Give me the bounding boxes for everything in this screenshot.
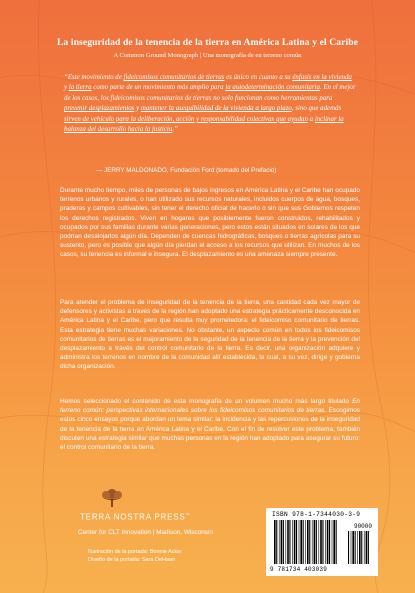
cover-design-credit: Diseño de la portada: Sara DeHaan [88, 557, 176, 563]
price-code: 90000 [353, 523, 372, 530]
price-barcode-bars [348, 531, 372, 564]
publisher-location: Center for CLT Innovation | Madison, Wisconsin [78, 529, 213, 536]
quote-attribution: — JERRY MALDONADO, Fundación Ford (tomado del Prefacio) [96, 167, 277, 174]
description-paragraph-3: Hemos seleccionado el contenido de esta monografía de un volumen mucho más largo titulado En terreno común: perspectivas internacionales sobre los fideicomisos comunitarios de tierras. Escogimos estos cinco ensayos porque abordan un tema similar: la incidencia y las repercusiones de la inseguridad de la tenencia de la tierra en América Latina y el Caribe. Con el fin de resolver este problema, también discuten una estrategia similar que muchas personas en la región han adoptado para asegurar su futuro: el control comunitario de la tierra. [60, 398, 361, 452]
description-paragraph-2: Para atender el problema de inseguridad de la tenencia de la tierra, una cantidad cada vez mayor de defensores y activistas a través de la región han adoptado una estrategia prácticamente desconocida en América Latina y el Caribe, pero que resulta muy prometedora: el fideicomiso comunitario de tierras. Esta estrategia tiene muchas variaciones. No obstante, un aspecto común en todos los fideicomisos comunitarios de tierras es el mejoramiento de la seguridad de la tenencia de la tierra y la prevención del desplazamiento a través del control comunitario de la tierra. Es decir, una organización adquiere y administra los terrenos en nombre de la comunidad allí establecida, la cual, a su vez, dirige y gobierna dicha organización. [60, 299, 360, 371]
isbn-text: ISBN 978-1-7344030-3-9 [272, 511, 361, 518]
barcode-number: 9 781734 403039 [270, 566, 328, 573]
back-cover-title: La inseguridad de la tenencia de la tierra en América Latina y el Caribe [56, 37, 359, 48]
description-paragraph-1: Durante mucho tiempo, miles de personas de bajos ingresos en América Latina y el Caribe han ocupado terrenos urbanos y rurales, o han utilizado sus recursos naturales, incluidos cuerpos de agua, bosques, praderas y campos cultivables, sin tener el derecho oficial de hacerlo o sin que sus Gobiernos respeten los derechos registrados. Viven en hogares que posiblemente fueron construidos, rehabilitados y ocupados por sus familias durante varias generaciones, pero estos están situados en solares de los que podrían desalojarlos algún día. Dependen de cuencas hidrográficas, bosques o tierras agrícolas para su sustento, pero es posible que algún día pierdan el acceso a los recursos que utilizan. En muchos de los casos, su tenencia es informal e insegura. El desplazamiento es una amenaza siempre presente. [60, 187, 360, 259]
endorsement-quote: “Este movimiento de fideicomisos comunitarios de tierras es único en cuanto a su énfasis en la vivienda y la tierra como parte de un movimiento más amplio para la autodeterminación comunitaria. En el mejor de los casos, los fideicomisos comunitarios de tierras no solo funcionan como herramientas para prevenir desplazamientos y mantener la asequibilidad de la vivienda a largo plazo, sino que además sirven de vehículo para la deliberación, acción y responsabilidad colectivas que ayudan a inclinar la balanza del desarrollo hacia la justicia.” [64, 74, 356, 134]
isbn-barcode [266, 508, 378, 576]
publisher-name: TERRA NOSTRA PRESS™ [80, 512, 191, 522]
barcode-bars [274, 520, 344, 564]
cover-illustration-credit: Ilustración de la portada: Bonnie Acker [88, 549, 183, 555]
series-subtitle: A Common Ground Monograph | Una monografía de en terreno común [113, 52, 302, 59]
tree-logo-icon [100, 488, 124, 508]
